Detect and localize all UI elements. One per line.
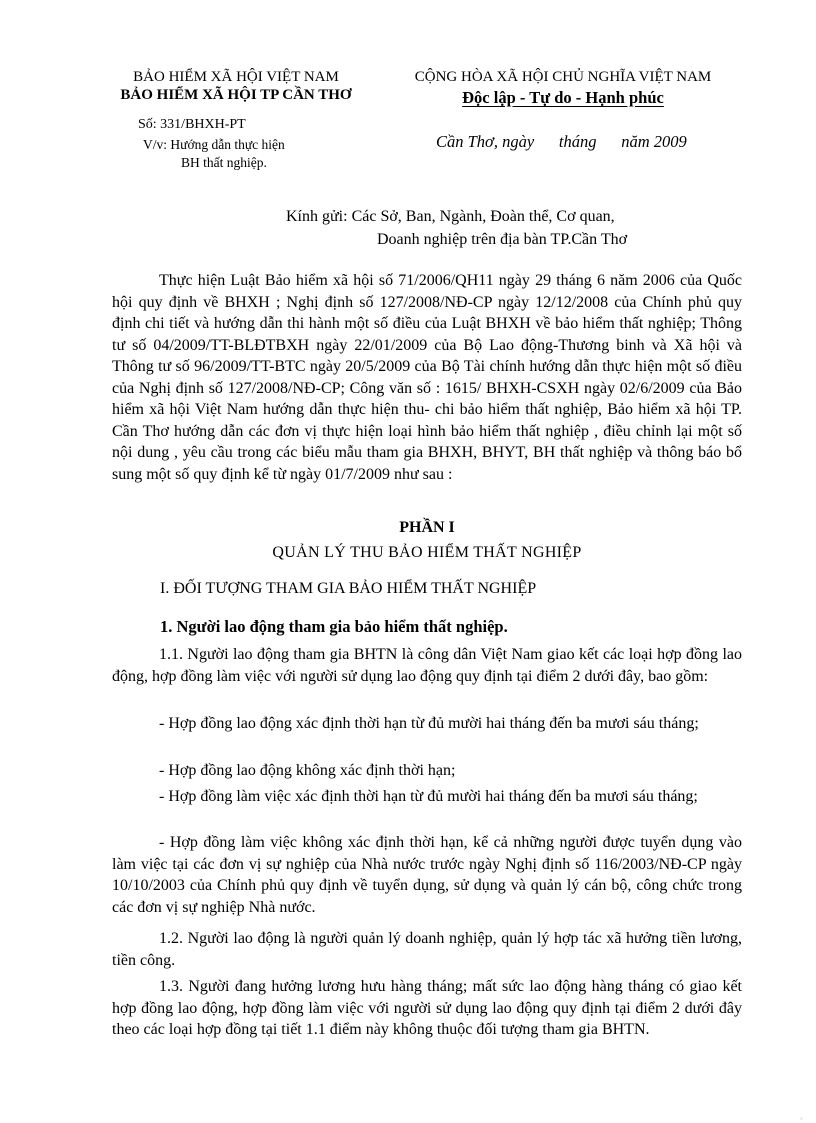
country-name: CỘNG HÒA XÃ HỘI CHỦ NGHĨA VIỆT NAM bbox=[414, 69, 712, 85]
part-subtitle: QUẢN LÝ THU BẢO HIỂM THẤT NGHIỆP bbox=[272, 544, 582, 561]
list-item bbox=[112, 760, 742, 782]
national-motto: Độc lập - Tự do - Hạnh phúc bbox=[462, 88, 664, 107]
list-item-c-text: - Hợp đồng làm việc xác định thời hạn từ đủ mười hai tháng đến ba mươi sáu tháng; bbox=[159, 788, 698, 805]
recipient-block bbox=[286, 205, 627, 251]
paragraph-1-2 bbox=[112, 928, 742, 971]
paragraph-1-2-text: 1.2. Người lao động là người quản lý doanh nghiệp, quản lý hợp tác xã hưởng tiền lương, tiền công. bbox=[112, 930, 742, 969]
document-number: Số: 331/BHXH-PT bbox=[138, 117, 246, 132]
subject-block bbox=[143, 136, 328, 172]
paragraph-1-3 bbox=[112, 976, 742, 1041]
intro-text: Thực hiện Luật Bảo hiểm xã hội số 71/2006/QH11 ngày 29 tháng 6 năm 2006 của Quốc hội quy định về BHXH ; Nghị định số 127/2008/NĐ-CP ngày 12/12/2008 của Chính phủ quy định chi tiết và hướng dẫn thi hành một số điều của Luật BHXH về bảo hiểm thất nghiệp; Thông tư số 04/2009/TT-BLĐTBXH ngày 22/01/2009 của Bộ Lao động-Thương binh và Xã hội và Thông tư số 96/2009/TT-BTC ngày 20/5/2009 của Bộ Tài chính hướng dẫn thực hiện một số điều của Nghị định số 127/2008/NĐ-CP; Công văn số : 1615/ BHXH-CSXH ngày 02/6/2009 của Bảo hiểm xã hội Việt Nam hướng dẫn thực hiện thu- chi bảo hiểm thất nghiệp, Bảo hiểm xã hội TP. Cần Thơ hướng dẫn các đơn vị thực hiện loại hình bảo hiểm thất nghiệp , điều chỉnh lại một số nội dung , yêu cầu trong các biểu mẫu tham gia BHXH, BHYT, BH thất nghiệp và thông báo bổ sung một số quy định kể từ ngày 01/7/2009 như sau : bbox=[112, 272, 742, 483]
recipient-line-2: Doanh nghiệp trên địa bàn TP.Cần Thơ bbox=[377, 231, 628, 248]
part-title: PHẦN I bbox=[399, 519, 455, 536]
date-line: Cần Thơ, ngày tháng năm 2009 bbox=[436, 132, 687, 151]
subject-line-2: BH thất nghiệp. bbox=[181, 155, 267, 170]
list-item-d-text: - Hợp đồng làm việc không xác định thời hạn, kể cả những người được tuyển dụng vào làm việc tại các đơn vị sự nghiệp của Nhà nước trước ngày Nghị định số 116/2003/NĐ-CP ngày 10/10/2003 của Chính phủ quy định về tuyển dụng, sử dụng và quản lý cán bộ, công chức trong các đơn vị sự nghiệp Nhà nước. bbox=[112, 834, 742, 916]
national-header-block bbox=[398, 68, 728, 107]
section-heading: I. ĐỐI TƯỢNG THAM GIA BẢO HIỂM THẤT NGHIỆP bbox=[160, 580, 537, 597]
paragraph-1-1 bbox=[112, 644, 742, 687]
local-agency-name: BẢO HIỂM XÃ HỘI TP CẦN THƠ bbox=[120, 87, 352, 103]
list-item bbox=[112, 786, 742, 808]
paragraph-1-3-text: 1.3. Người đang hưởng lương hưu hàng tháng; mất sức lao động hàng tháng có giao kết hợp đồng lao động, hợp đồng làm việc với người sử dụng lao động quy định tại điểm 2 dưới đây theo các loại hợp đồng tại tiết 1.1 điểm này không thuộc đối tượng tham gia BHTN. bbox=[112, 978, 742, 1038]
subsection-heading: 1. Người lao động tham gia bảo hiểm thất nghiệp. bbox=[160, 617, 508, 636]
subject-line-1: V/v: Hướng dẫn thực hiện bbox=[143, 137, 285, 152]
intro-paragraph bbox=[112, 270, 742, 485]
list-item bbox=[112, 713, 742, 735]
list-item-a-text: - Hợp đồng lao động xác định thời hạn từ đủ mười hai tháng đến ba mươi sáu tháng; bbox=[159, 715, 699, 732]
list-item-b-text: - Hợp đồng lao động không xác định thời hạn; bbox=[159, 762, 456, 779]
list-item bbox=[112, 832, 742, 918]
paragraph-1-1-text: 1.1. Người lao động tham gia BHTN là công dân Việt Nam giao kết các loại hợp đồng lao động, hợp đồng làm việc với người sử dụng lao động quy định tại điểm 2 dưới đây, bao gồm: bbox=[112, 646, 742, 685]
recipient-line-1: Kính gửi: Các Sở, Ban, Ngành, Đoàn thể, Cơ quan, bbox=[286, 208, 615, 225]
issuing-agency-block bbox=[100, 68, 372, 104]
page-corner-mark: ◦ bbox=[800, 1114, 803, 1123]
parent-agency-name: BẢO HIỂM XÃ HỘI VIỆT NAM bbox=[133, 69, 339, 85]
